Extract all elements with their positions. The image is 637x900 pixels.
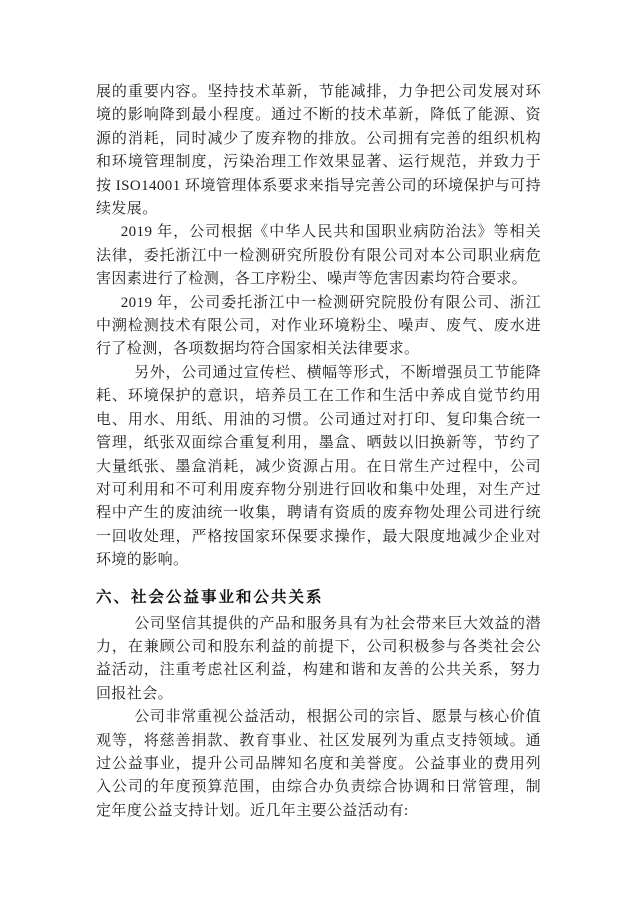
paragraph-environment-continuation: 展的重要内容。坚持技术革新，节能减排，力争把公司发展对环境的影响降到最小程度。通过不断的技术革新，降低了能源、资源的消耗，同时减少了废弃物的排放。公司拥有完善的组织机构和环境管理制度，污染治理工作效果显著、运行规范，并致力于按 ISO14001 环境管理体系要求来指导完善公司的环境保护与可持续发展。	[96, 84, 541, 218]
paragraph-public-welfare-belief: 公司坚信其提供的产品和服务具有为社会带来巨大效益的潜力，在兼顾公司和股东利益的前提下，公司积极参与各类社会公益活动，注重考虑社区利益，构建和谐和友善的公共关系，努力回报社会。	[96, 615, 541, 702]
paragraph-2019-environment-testing: 2019 年，公司委托浙江中一检测研究院股份有限公司、浙江中溯检测技术有限公司，对作业环境粉尘、噪声、废气、废水进行了检测，各项数据均符合国家相关法律要求。	[96, 294, 541, 358]
paragraph-2019-occupational-testing: 2019 年，公司根据《中华人民共和国职业病防治法》等相关法律，委托浙江中一检测研究所股份有限公司对本公司职业病危害因素进行了检测，各工序粉尘、噪声等危害因素均符合要求。	[96, 224, 541, 288]
section-heading-public-welfare: 六、社会公益事业和公共关系	[96, 588, 324, 606]
paragraph-resource-conservation: 另外，公司通过宣传栏、横幅等形式，不断增强员工节能降耗、环境保护的意识，培养员工在工作和生活中养成自觉节约用电、用水、用纸、用油的习惯。公司通过对打印、复印集合统一管理，纸张双面综合重复利用，墨盒、晒鼓以旧换新等，节约了大量纸张、墨盒消耗，减少资源占用。在日常生产过程中，公司对可利用和不可利用废弃物分别进行回收和集中处理，对生产过程中产生的废油统一收集，聘请有资质的废弃物处理公司进行统一回收处理，严格按国家环保要求操作，最大限度地减少企业对环境的影响。	[96, 364, 541, 569]
paragraph-public-welfare-focus: 公司非常重视公益活动，根据公司的宗旨、愿景与核心价值观等，将慈善捐款、教育事业、社区发展列为重点支持领域。通过公益事业，提升公司品牌知名度和美誉度。公益事业的费用列入公司的年度预算范围，由综合办负责综合协调和日常管理，制定年度公益支持计划。近几年主要公益活动有:	[96, 709, 541, 819]
